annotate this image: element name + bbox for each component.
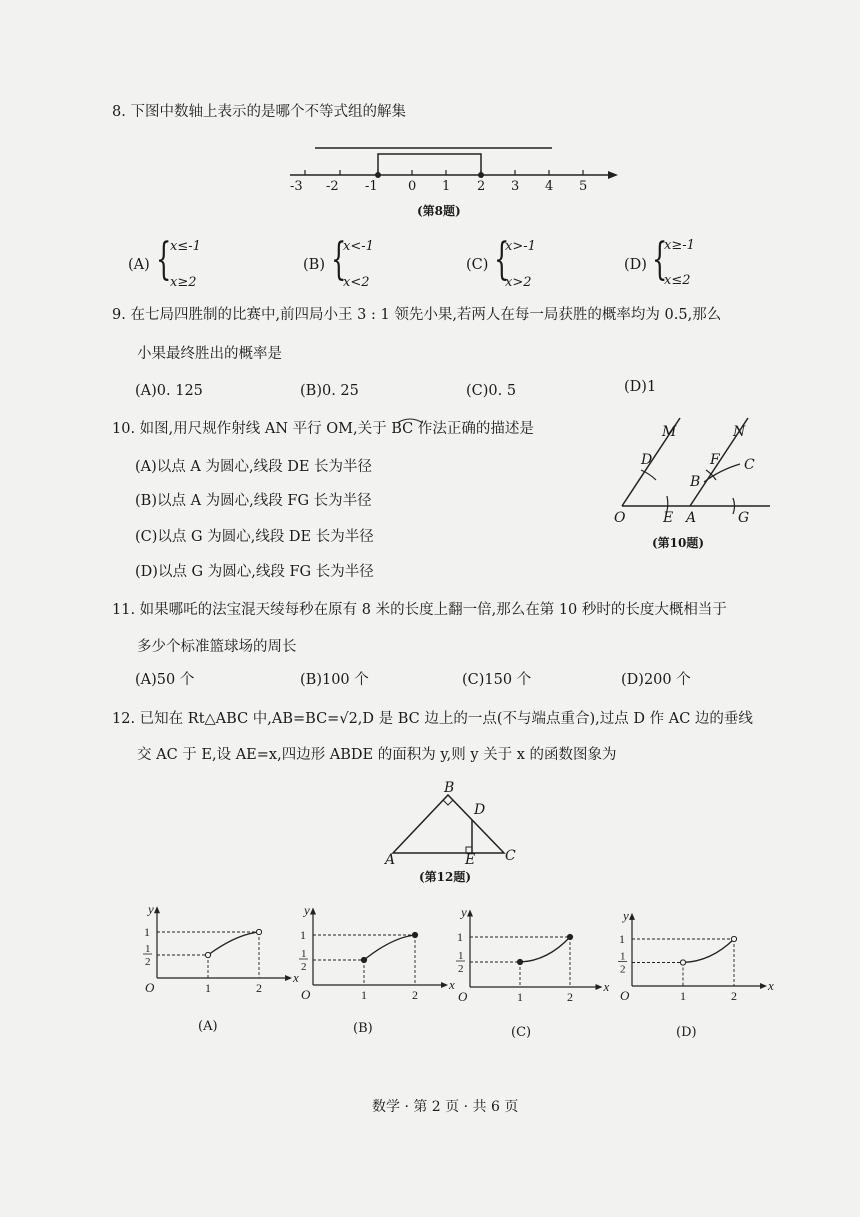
curve-end-point (412, 932, 417, 937)
origin-label: O (458, 989, 468, 1004)
y-tick-half-num: 1 (458, 950, 464, 962)
curve-start-point (680, 960, 685, 965)
q9-option-d[interactable]: (D)1 (624, 379, 657, 395)
y-tick-half-den: 2 (145, 956, 151, 968)
y-tick-half-den: 2 (301, 961, 307, 973)
q11-line1: 11. 如果哪吒的法宝混天绫每秒在原有 8 米的长度上翻一倍,那么在第 10 秒时的长度大概相当于 (112, 602, 727, 618)
curve-end-point (256, 929, 261, 934)
y-tick-label-1: 1 (457, 930, 463, 944)
q10-option-a[interactable]: (A)以点 A 为圆心,线段 DE 长为半径 (135, 459, 373, 475)
tick-label: 3 (511, 179, 520, 194)
q11-option-c[interactable]: (C)150 个 (462, 672, 532, 688)
y-axis-label: y (623, 907, 629, 923)
y-tick-half-num: 1 (145, 943, 151, 955)
point-label-f: F (710, 452, 720, 468)
y-tick-label-1: 1 (144, 925, 150, 939)
y-tick-label-1: 1 (300, 928, 306, 942)
function-curve (520, 937, 570, 962)
x-axis-label: x (293, 970, 299, 985)
page-footer: 数学 · 第 2 页 · 共 6 页 (372, 1099, 519, 1115)
origin-label: O (620, 988, 630, 1003)
function-curve (208, 932, 259, 955)
tick-label-1: 1 (517, 990, 523, 1004)
curve-start-point (205, 952, 210, 957)
point-label-o: O (614, 510, 626, 526)
tick-label: 2 (477, 179, 486, 194)
q12-figure-caption: (第12题) (419, 870, 472, 884)
tick-label: -2 (326, 179, 339, 194)
curve-start-point (361, 957, 366, 962)
tick-label: -3 (290, 179, 303, 194)
point-label-e: E (465, 852, 476, 868)
point-label-d: D (641, 452, 653, 468)
q12-line2: 交 AC 于 E,设 AE=x,四边形 ABDE 的面积为 y,则 y 关于 x 的函数图象为 (137, 747, 617, 763)
option-top: x≤-1 (170, 239, 201, 254)
curve-end-point (567, 934, 572, 939)
y-tick-label-1: 1 (619, 932, 625, 946)
y-axis-label: y (148, 901, 154, 917)
option-top: x<-1 (343, 239, 374, 254)
brace-icon: { (331, 234, 347, 285)
q10-figure-caption: (第10题) (652, 536, 705, 550)
point-label-e: E (663, 510, 674, 526)
q9-line1: 9. 在七局四胜制的比赛中,前四局小王 3 : 1 领先小果,若两人在每一局获胜的概率均为 0.5,那么 (112, 307, 722, 323)
y-tick-half-den: 2 (458, 963, 464, 975)
x-axis-label: x (768, 978, 774, 993)
option-bottom: x>2 (505, 275, 532, 290)
q12-graph-label-b[interactable]: (B) (353, 1021, 373, 1036)
q10-option-c[interactable]: (C)以点 G 为圆心,线段 DE 长为半径 (135, 529, 374, 545)
x-axis-arrow (441, 982, 448, 988)
y-axis-arrow (467, 910, 473, 917)
point-label-c: C (505, 848, 516, 864)
q11-option-a[interactable]: (A)50 个 (135, 672, 195, 688)
q12-graph-label-c[interactable]: (C) (511, 1025, 532, 1040)
x-axis-label: x (603, 979, 610, 994)
brace-icon: { (156, 234, 172, 285)
q8-stem: 8. 下图中数轴上表示的是哪个不等式组的解集 (112, 104, 406, 120)
origin-label: O (145, 980, 155, 995)
option-label: (C) (466, 257, 489, 273)
tick-label-1: 1 (680, 989, 686, 1003)
option-bottom: x≥2 (170, 275, 197, 290)
q12-graph-label-d[interactable]: (D) (676, 1025, 697, 1040)
option-bottom: x<2 (343, 275, 370, 290)
q9-option-c[interactable]: (C)0. 5 (466, 383, 517, 399)
option-top: x>-1 (505, 239, 536, 254)
tick-label: 5 (579, 179, 588, 194)
q11-line2: 多少个标准篮球场的周长 (137, 639, 297, 655)
q9-option-a[interactable]: (A)0. 125 (135, 383, 203, 399)
x-axis-arrow (596, 984, 603, 990)
point-label-m: M (662, 424, 677, 440)
tick-label-2: 2 (256, 981, 262, 995)
point-label-a: A (385, 852, 396, 868)
tick-label-2: 2 (567, 990, 573, 1004)
x-axis-arrow (760, 983, 767, 989)
tick-label-2: 2 (731, 989, 737, 1003)
curve-end-point (731, 936, 736, 941)
q11-option-d[interactable]: (D)200 个 (621, 672, 691, 688)
y-axis-arrow (310, 908, 316, 915)
brace-icon: { (494, 234, 510, 285)
point-label-b: B (690, 474, 701, 490)
option-label: (B) (303, 257, 325, 273)
curve-start-point (517, 959, 522, 964)
y-tick-half-den: 2 (620, 963, 626, 976)
option-label: (D) (624, 257, 647, 273)
x-axis-arrow (285, 975, 292, 981)
q9-option-b[interactable]: (B)0. 25 (300, 383, 359, 399)
origin-label: O (301, 987, 311, 1002)
q10-option-b[interactable]: (B)以点 A 为圆心,线段 FG 长为半径 (135, 493, 372, 509)
tick-label-1: 1 (205, 981, 211, 995)
option-bottom: x≤2 (664, 273, 691, 288)
function-curve (364, 935, 415, 960)
function-curve (683, 939, 734, 963)
option-label: (A) (128, 257, 150, 273)
tick-label: 4 (545, 179, 554, 194)
point-label-n: N (733, 424, 746, 440)
q12-line1: 12. 已知在 Rt△ABC 中,AB=BC=√2,D 是 BC 边上的一点(不与端点重合),过点 D 作 AC 边的垂线 (112, 711, 753, 727)
option-top: x≥-1 (664, 238, 695, 253)
q11-option-b[interactable]: (B)100 个 (300, 672, 369, 688)
q10-stem: 10. 如图,用尺规作射线 AN 平行 OM,关于 BC 作法正确的描述是 (112, 421, 534, 437)
tick-label-2: 2 (412, 988, 418, 1002)
q10-option-d[interactable]: (D)以点 G 为圆心,线段 FG 长为半径 (135, 564, 374, 580)
y-tick-half-num: 1 (301, 948, 307, 960)
y-axis-arrow (629, 913, 635, 920)
point-label-g: G (738, 510, 750, 526)
y-axis-arrow (154, 906, 160, 913)
tick-label: 1 (442, 179, 451, 194)
point-label-d: D (474, 802, 486, 818)
tick-label-1: 1 (361, 988, 367, 1002)
point-label-a: A (686, 510, 697, 526)
x-axis-label: x (449, 977, 455, 992)
brace-icon: { (652, 234, 668, 285)
tick-label: 0 (408, 179, 417, 194)
y-axis-label: y (304, 902, 310, 918)
y-axis-label: y (461, 904, 467, 920)
point-label-c: C (744, 457, 755, 473)
y-tick-half-num: 1 (620, 950, 626, 963)
point-label-b: B (444, 780, 455, 796)
q9-line2: 小果最终胜出的概率是 (137, 346, 282, 362)
tick-label: -1 (365, 179, 378, 194)
q12-graph-label-a[interactable]: (A) (198, 1019, 218, 1034)
q8-figure-caption: (第8题) (417, 204, 461, 218)
